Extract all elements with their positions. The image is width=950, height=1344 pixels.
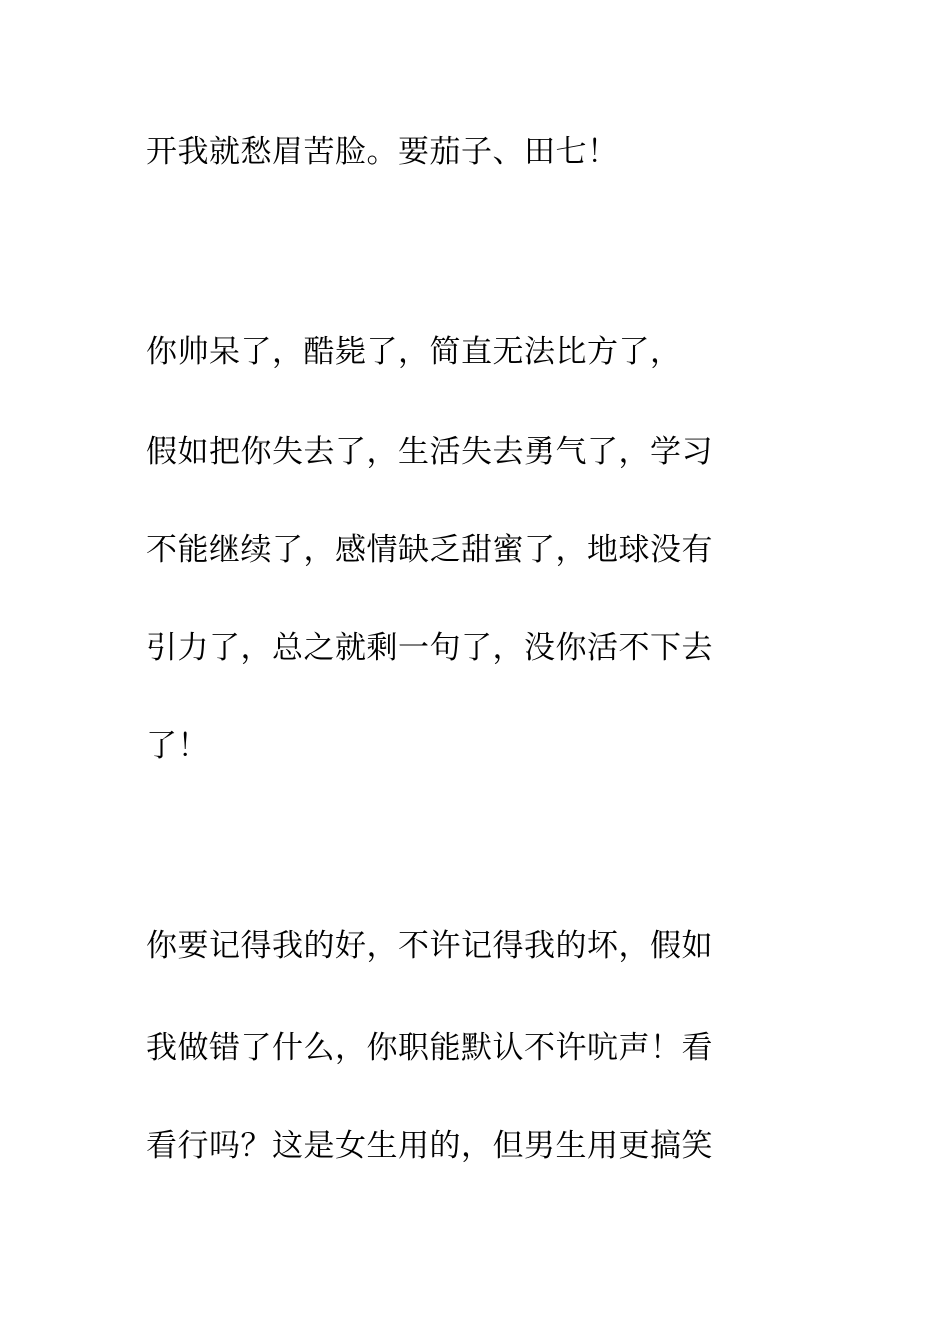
text-line: 了！ bbox=[146, 728, 209, 764]
text-line: 假如把你失去了，生活失去勇气了，学习 bbox=[146, 434, 713, 470]
text-line: 你帅呆了，酷毙了，简直无法比方了， bbox=[146, 334, 682, 370]
text-line: 你要记得我的好，不许记得我的坏，假如 bbox=[146, 928, 713, 964]
text-line: 开我就愁眉苦脸。要茄子、田七！ bbox=[146, 134, 619, 170]
text-line: 我做错了什么，你职能默认不许吭声！看 bbox=[146, 1030, 713, 1066]
text-line: 引力了，总之就剩一句了，没你活不下去 bbox=[146, 630, 713, 666]
text-line: 看行吗？这是女生用的，但男生用更搞笑 bbox=[146, 1128, 713, 1164]
text-line: 不能继续了，感情缺乏甜蜜了，地球没有 bbox=[146, 532, 713, 568]
